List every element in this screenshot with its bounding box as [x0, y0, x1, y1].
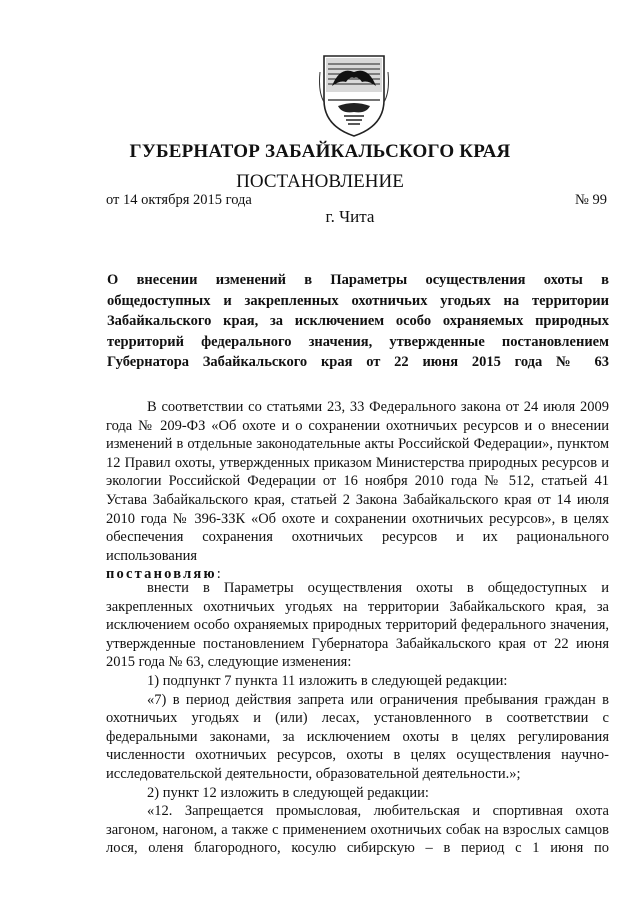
amendment-item-2: 2) пункт 12 изложить в следующей редакции: — [147, 784, 429, 801]
document-number: № 99 — [575, 192, 607, 208]
issuing-authority: ГУБЕРНАТОР ЗАБАЙКАЛЬСКОГО КРАЯ — [129, 141, 511, 162]
document-city: г. Чита — [325, 207, 375, 226]
amendments-intro: внести в Параметры осуществления охоты в общедоступных и закрепленных охотничьих угодьях на территории Забайкальского края, за исключением особо охраняемых природных территорий федерального значения, утвержденные постановлением Губернатора Забайкальского края от 22 июня 2015 года № 63, следующие изменения: — [106, 580, 609, 671]
document-title: О внесении изменений в Параметры осуществления охоты в общедоступных и закрепленных охотничьих угодьях на территории Забайкальского края, за исключением особо охраняемых природных территорий федерального значения, утвержденные постановлением Губернатора Забайкальского края от 22 июня 2015 года № 63 — [107, 272, 609, 370]
document-date: от 14 октября 2015 года — [106, 192, 252, 208]
document-type: ПОСТАНОВЛЕНИЕ — [236, 171, 404, 192]
coat-of-arms-icon — [318, 52, 390, 140]
amendment-item-2-text: «12. Запрещается промысловая, любительская и спортивная охота загоном, нагоном, а также с применением охотничьих собак на взрослых самцов лося, оленя благородного, косулю сибирскую – в период с 1 июня по — [106, 803, 609, 857]
amendments-body — [106, 579, 609, 858]
decree-word: постановляю — [106, 566, 217, 583]
amendment-item-1-text: «7) в период действия запрета или ограничения пребывания граждан в охотничьих угодьях и (или) лесах, установленного в соответствии с федеральными законами, за исключением охоты в целях регулирования численности охотничьих ресурсов, охоты в целях осуществления научно-исследовательской деятельности, образовательной деятельности.»; — [106, 691, 609, 782]
preamble-text: В соответствии со статьями 23, 33 Федерального закона от 24 июля 2009 года № 209-ФЗ «Об охоте и о сохранении охотничьих ресурсов и о внесении изменений в отдельные законодательные акты Российской Федерации», пунктом 12 Правил охоты, утвержденных приказом Министерства природных ресурсов и экологии Российской Федерации от 16 ноября 2010 года № 512, статьей 41 Устава Забайкальского края, статьей 2 Закона Забайкальского края от 14 июля 2010 года № 396-ЗЗК «Об охоте и сохранении охотничьих ресурсов», в целях обеспечения сохранения охотничьих ресурсов и их рационального использования — [106, 399, 609, 564]
preamble-paragraph — [106, 398, 609, 584]
decree-colon: : — [216, 566, 221, 583]
amendment-item-1: 1) подпункт 7 пункта 11 изложить в следующей редакции: — [147, 672, 508, 689]
